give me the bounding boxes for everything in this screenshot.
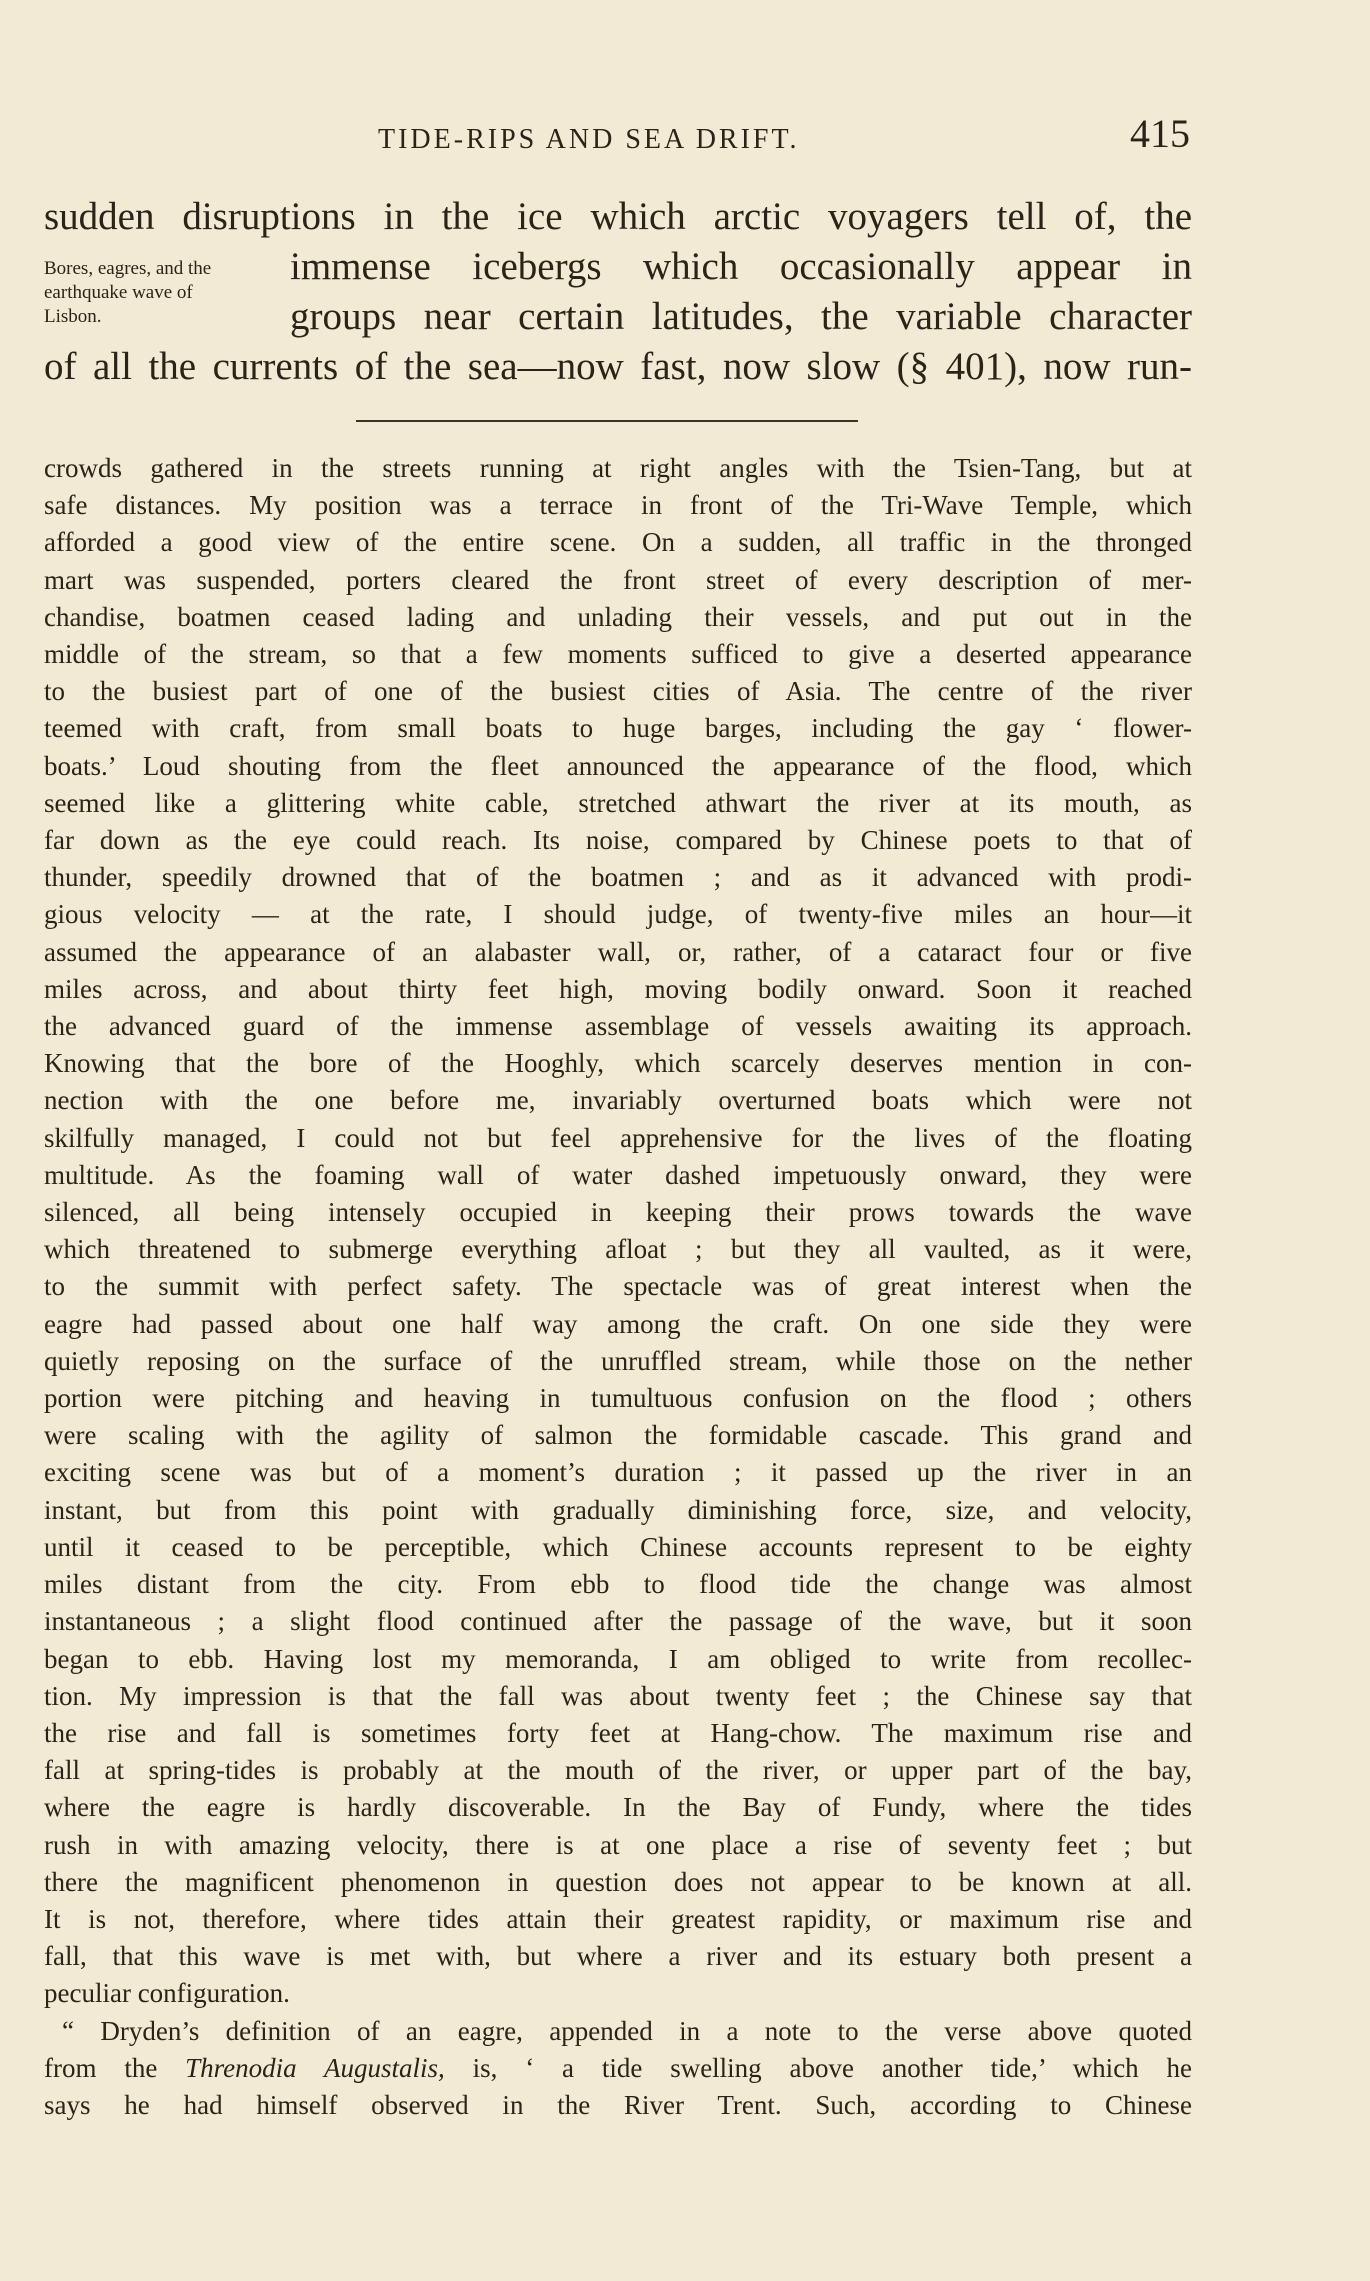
footnote: [44, 450, 1192, 2124]
footnote-line: instant, but from this point with gradually diminishing force, size, and velocity,: [44, 1494, 1192, 1525]
footnote-line: peculiar configuration.: [44, 1978, 290, 2009]
main-text-line: of all the currents of the sea—now fast, now slow (§ 401), now run-: [44, 345, 1192, 388]
running-header: [290, 110, 1190, 160]
footnote-quote-line: [44, 2050, 1192, 2087]
footnote-line: there the magnificent phenomenon in question does not appear to be known at all.: [44, 1866, 1192, 1897]
footnote-line: quietly reposing on the surface of the unruffled stream, while those on the nether: [44, 1345, 1192, 1376]
footnote-line: assumed the appearance of an alabaster wall, or, rather, of a cataract four or five: [44, 936, 1192, 967]
running-title: TIDE-RIPS AND SEA DRIFT.: [378, 124, 800, 155]
footnote-line: afforded a good view of the entire scene. On a sudden, all traffic in the thronged: [44, 527, 1192, 558]
footnote-line: safe distances. My position was a terrace in front of the Tri-Wave Temple, which: [44, 490, 1192, 521]
footnote-line: eagre had passed about one half way among the craft. On one side they were: [44, 1308, 1192, 1339]
footnote-line: began to ebb. Having lost my memoranda, I am obliged to write from recollec-: [44, 1643, 1192, 1674]
footnote-line: tion. My impression is that the fall was about twenty feet ; the Chinese say that: [44, 1680, 1192, 1711]
footnote-line: to the busiest part of one of the busiest cities of Asia. The centre of the river: [44, 676, 1192, 707]
footnote-line: middle of the stream, so that a few moments sufficed to give a deserted appearance: [44, 639, 1192, 670]
italic-title: Threnodia Augustalis,: [185, 2052, 445, 2083]
margin-sidenote: [44, 257, 280, 329]
footnote-line: boats.’ Loud shouting from the fleet announced the appearance of the flood, which: [44, 750, 1192, 781]
footnote-line: skilfully managed, I could not but feel apprehensive for the lives of the floating: [44, 1122, 1192, 1153]
footnote-line: the advanced guard of the immense assemblage of vessels awaiting its approach.: [44, 1011, 1192, 1042]
quote-text: is, ‘ a tide swelling above another tide,’ which he: [444, 2052, 1192, 2083]
footnote-line: where the eagre is hardly discoverable. In the Bay of Fundy, where the tides: [44, 1792, 1192, 1823]
footnote-line: miles across, and about thirty feet high, moving bodily onward. Soon it reached: [44, 973, 1192, 1004]
main-text-line: immense icebergs which occasionally appear in: [290, 245, 1192, 288]
footnote-divider: [356, 420, 858, 422]
footnote-quote-line: says he had himself observed in the River Trent. Such, according to Chinese: [44, 2089, 1192, 2120]
footnote-line: nection with the one before me, invariably overturned boats which were not: [44, 1085, 1192, 1116]
footnote-line: chandise, boatmen ceased lading and unlading their vessels, and put out in the: [44, 601, 1192, 632]
footnote-line: far down as the eye could reach. Its noise, compared by Chinese poets to that of: [44, 825, 1192, 856]
footnote-line: Knowing that the bore of the Hooghly, which scarcely deserves mention in con-: [44, 1048, 1192, 1079]
footnote-line: portion were pitching and heaving in tumultuous confusion on the flood ; others: [44, 1383, 1192, 1414]
footnote-line: rush in with amazing velocity, there is at one place a rise of seventy feet ; but: [44, 1829, 1192, 1860]
footnote-line: mart was suspended, porters cleared the front street of every description of mer-: [44, 564, 1192, 595]
footnote-line: to the summit with perfect safety. The spectacle was of great interest when the: [44, 1271, 1192, 1302]
footnote-line: miles distant from the city. From ebb to flood tide the change was almost: [44, 1569, 1192, 1600]
footnote-line: fall, that this wave is met with, but where a river and its estuary both present a: [44, 1941, 1192, 1972]
footnote-line: gious velocity — at the rate, I should judge, of twenty-five miles an hour—it: [44, 899, 1192, 930]
main-text-line: sudden disruptions in the ice which arctic voyagers tell of, the: [44, 195, 1192, 238]
sidenote-line: Bores, eagres, and the: [44, 258, 212, 279]
footnote-line: crowds gathered in the streets running at right angles with the Tsien-Tang, but at: [44, 453, 1192, 483]
footnote-line: silenced, all being intensely occupied in keeping their prows towards the wave: [44, 1197, 1192, 1228]
footnote-line: It is not, therefore, where tides attain their greatest rapidity, or maximum rise and: [44, 1903, 1192, 1934]
footnote-line: seemed like a glittering white cable, stretched athwart the river at its mouth, as: [44, 787, 1192, 818]
footnote-line: fall at spring-tides is probably at the mouth of the river, or upper part of the bay,: [44, 1755, 1192, 1786]
footnote-line: the rise and fall is sometimes forty feet at Hang-chow. The maximum rise and: [44, 1717, 1192, 1748]
footnote-line: instantaneous ; a slight flood continued after the passage of the wave, but it soon: [44, 1606, 1192, 1637]
page-number: 415: [1130, 111, 1190, 156]
footnote-line: teemed with craft, from small boats to huge barges, including the gay ‘ flower-: [44, 713, 1192, 744]
footnote-line: until it ceased to be perceptible, which Chinese accounts represent to be eighty: [44, 1531, 1192, 1562]
sidenote-line: earthquake wave of: [44, 282, 193, 303]
footnote-line: were scaling with the agility of salmon the formidable cascade. This grand and: [44, 1420, 1192, 1451]
main-text-line: groups near certain latitudes, the variable character: [290, 295, 1192, 338]
footnote-quote-line: “ Dryden’s definition of an eagre, appended in a note to the verse above quoted: [62, 2015, 1192, 2046]
quote-text: from the: [44, 2052, 186, 2083]
footnote-line: thunder, speedily drowned that of the boatmen ; and as it advanced with prodi-: [44, 862, 1192, 893]
footnote-line: exciting scene was but of a moment’s duration ; it passed up the river in an: [44, 1457, 1192, 1488]
sidenote-line: Lisbon.: [44, 306, 102, 327]
footnote-line: which threatened to submerge everything afloat ; but they all vaulted, as it were,: [44, 1234, 1192, 1265]
footnote-line: multitude. As the foaming wall of water dashed impetuously onward, they were: [44, 1159, 1192, 1190]
